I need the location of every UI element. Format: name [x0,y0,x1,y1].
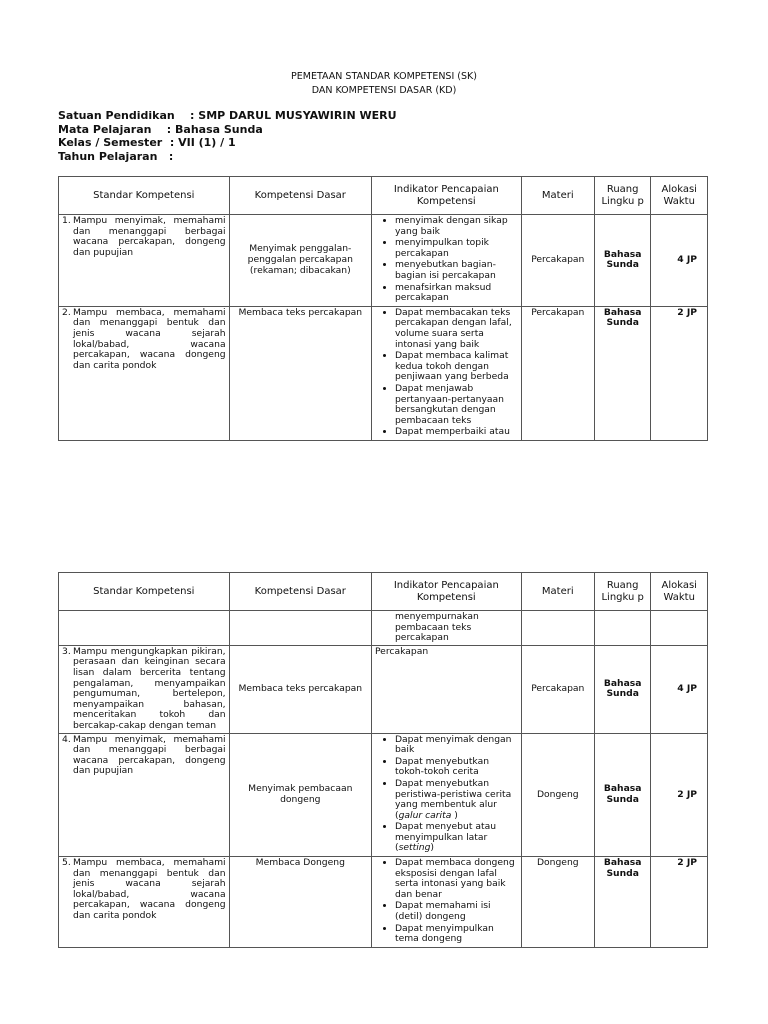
meta-mata-pelajaran: Mata Pelajaran : Bahasa Sunda [58,122,263,136]
header-standar-kompetensi: Standar Kompetensi [59,177,230,215]
header-kompetensi-dasar: Kompetensi Dasar [229,177,371,215]
row-number: 2. [62,306,71,318]
sk-cell [59,611,230,646]
list-item: • Dapat menyimpulkan tema dongeng [395,924,518,945]
indikator-cell [371,857,521,948]
meta-tahun-pelajaran: Tahun Pelajaran : [58,149,174,163]
list-item: • Dapat membacakan teks percakapan dengan lafal, volume suara serta intonasi yang baik [395,308,518,350]
document-title-line-2: DAN KOMPETENSI DASAR (KD) [311,85,457,96]
indikator-italic-term: setting [398,842,431,854]
table-row [59,215,708,307]
table-row [59,733,708,857]
header-materi: Materi [521,573,594,611]
indikator-suffix: ) [451,809,458,821]
header-ruang-lingkup: Ruang Lingku p [594,177,651,215]
alokasi-cell [651,611,708,646]
materi-cell: Percakapan [521,215,594,307]
indikator-cell [371,611,521,646]
row-number: 3. [62,645,71,657]
alokasi-cell: 2 JP [651,857,708,948]
header-kompetensi-dasar: Kompetensi Dasar [229,573,371,611]
sk-text: Mampu membaca, memahami dan menanggapi bentuk dan jenis wacana sejarah lokal/babad, wacana percakapan, wacana dongeng dan carita pondok [73,306,226,371]
continuation-row [59,611,708,646]
sk-text: Mampu menyimak, memahami dan menanggapi berbagai wacana percakapan, dongeng dan pupujian [73,733,226,777]
header-materi: Materi [521,177,594,215]
kd-cell [229,611,371,646]
indikator-list [375,216,518,304]
materi-cell: Dongeng [521,857,594,948]
ruang-lingkup-cell: Bahasa Sunda [594,306,651,440]
document-title-line-1: PEMETAAN STANDAR KOMPETENSI (SK) [291,71,477,82]
competency-table-page-2 [58,572,708,948]
list-item: • Dapat membaca dongeng eksposisi dengan lafal serta intonasi yang baik dan benar [395,858,518,900]
kd-cell: Menyimak penggalan-penggalan percakapan (rekaman; dibacakan) [229,215,371,307]
indikator-continuation: menyempurnakan pembacaan teks percakapan [394,611,479,644]
indikator-cell [371,306,521,440]
indikator-list [375,735,518,855]
meta-satuan-pendidikan: Satuan Pendidikan : SMP DARUL MUSYAWIRIN WERU [58,109,397,122]
list-item: • menyimpulkan topik percakapan [395,238,518,259]
row-number: 1. [62,215,71,226]
indikator-text: Dapat menyebutkan peristiwa-peristiwa cerita yang membentuk alur ( [394,777,512,821]
table-header-row [59,573,708,611]
sk-text: Mampu membaca, memahami dan menanggapi bentuk dan jenis wacana sejarah lokal/babad, wacana percakapan, wacana dongeng dan carita pondok [73,857,226,922]
ruang-lingkup-cell: Bahasa Sunda [594,857,651,948]
kd-cell: Membaca teks percakapan [229,306,371,440]
list-item: • Dapat menyimak dengan baik [395,735,518,756]
materi-cell: Dongeng [521,733,594,857]
indikator-cell: Percakapan [371,645,521,733]
sk-cell [59,733,230,857]
identity-block [58,109,458,163]
kd-cell: Membaca teks percakapan [229,645,371,733]
list-item: • menyimak dengan sikap yang baik [395,216,518,237]
row-number: 4. [62,733,71,745]
ruang-lingkup-cell: Bahasa Sunda [594,215,651,307]
indikator-italic-term: galur carita [398,809,452,821]
alokasi-cell: 4 JP [651,645,708,733]
list-item: • Dapat memahami isi (detil) dongeng [395,901,518,922]
indikator-list [375,308,518,438]
table-row [59,306,708,440]
list-item: • Dapat memperbaiki atau [395,427,518,438]
row-number: 5. [62,857,71,869]
ruang-lingkup-cell [594,611,651,646]
sk-cell [59,215,230,307]
header-alokasi-waktu: Alokasi Waktu [651,177,708,215]
alokasi-cell: 2 JP [651,306,708,440]
kd-cell: Menyimak pembacaan dongeng [229,733,371,857]
sk-cell [59,645,230,733]
indikator-text: Dapat menyebut atau menyimpulkan latar ( [394,821,497,854]
indikator-suffix: ) [430,842,435,854]
indikator-list [375,858,518,945]
materi-cell [521,611,594,646]
header-indikator: Indikator Pencapaian Kompetensi [371,177,521,215]
list-item: • Dapat membaca kalimat kedua tokoh dengan penjiwaan yang berbeda [395,351,518,383]
kd-cell: Membaca Dongeng [229,857,371,948]
table-row [59,857,708,948]
alokasi-cell: 4 JP [651,215,708,307]
list-item: • Dapat menjawab pertanyaan-pertanyaan bersangkutan dengan pembacaan teks [395,384,518,426]
list-item: • menyebutkan bagian-bagian isi percakapan [395,260,518,281]
alokasi-cell: 2 JP [651,733,708,857]
ruang-lingkup-cell: Bahasa Sunda [594,645,651,733]
materi-cell: Percakapan [521,645,594,733]
header-indikator: Indikator Pencapaian Kompetensi [371,573,521,611]
indikator-cell [371,215,521,307]
sk-cell [59,857,230,948]
competency-table-page-1 [58,176,708,441]
list-item [395,822,518,854]
header-ruang-lingkup: Ruang Lingku p [594,573,651,611]
header-standar-kompetensi: Standar Kompetensi [59,573,230,611]
indikator-cell [371,733,521,857]
list-item [395,779,518,821]
sk-cell [59,306,230,440]
list-item: • Dapat menyebutkan tokoh-tokoh cerita [395,757,518,778]
sk-text: Mampu mengungkapkan pikiran, perasaan dan keinginan secara lisan dalam bercerita tentang pengalaman, menyampaikan pengumuman, bertelepon, menyampaikan bahasan, menceritakan tokoh dan bercakap-cakap dengan teman [73,645,226,731]
sk-text: Mampu menyimak, memahami dan menanggapi berbagai wacana percakapan, dongeng dan pupujian [73,215,226,258]
ruang-lingkup-cell: Bahasa Sunda [594,733,651,857]
meta-kelas-semester: Kelas / Semester : VII (1) / 1 [58,136,236,149]
materi-cell: Percakapan [521,306,594,440]
table-header-row [59,177,708,215]
list-item: • menafsirkan maksud percakapan [395,283,518,304]
table-row [59,645,708,733]
header-alokasi-waktu: Alokasi Waktu [651,573,708,611]
